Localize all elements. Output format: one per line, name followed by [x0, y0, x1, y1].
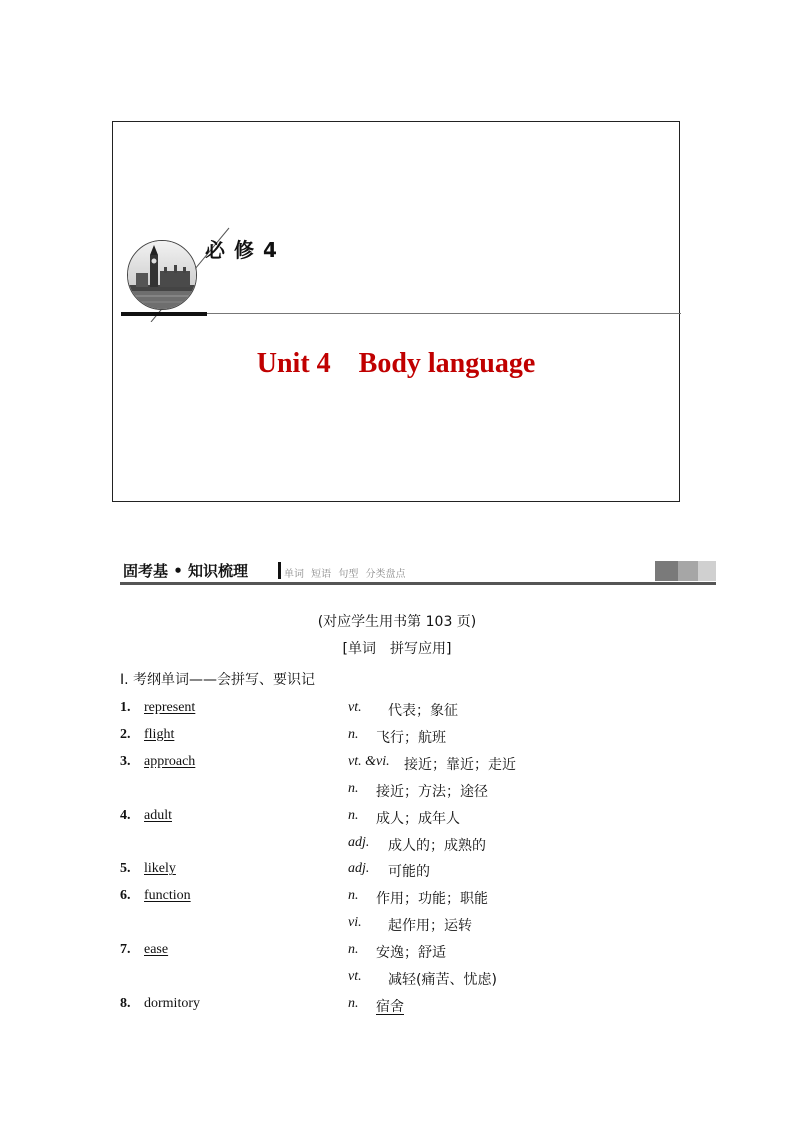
section-title: 固考基 • 知识梳理 — [123, 562, 249, 580]
word-meaning: 起作用；运转 — [388, 918, 472, 935]
word-meaning: 代表；象征 — [388, 703, 458, 719]
big-ben-landmark-image — [127, 240, 197, 310]
part-of-speech: n. — [348, 726, 359, 742]
word-meaning: 接近；方法；途径 — [376, 783, 488, 800]
part-of-speech: n. — [348, 942, 359, 958]
part-of-speech: vi. — [348, 915, 362, 931]
vocab-word: function — [144, 888, 191, 904]
vocab-word: dormitory — [144, 995, 200, 1011]
word-meaning: 飞行；航班 — [376, 729, 446, 746]
vocab-row-extra-sense — [0, 915, 794, 939]
part-of-speech: n. — [348, 888, 359, 904]
word-meaning: 宿舍 — [376, 998, 404, 1015]
vocab-row — [0, 861, 794, 885]
divider-thin — [207, 313, 681, 314]
word-meaning: 成人；成年人 — [376, 810, 460, 827]
vocab-number: 5. — [120, 861, 131, 877]
vocab-word: likely — [144, 861, 176, 877]
vocab-number: 8. — [120, 995, 131, 1011]
word-meaning: 成人的；成熟的 — [388, 837, 486, 854]
part-of-speech: n. — [348, 995, 359, 1011]
vocab-word: ease — [144, 942, 169, 958]
vocab-word: represent — [144, 700, 196, 715]
vocab-number: 4. — [120, 807, 131, 823]
word-meaning: 作用；功能；职能 — [376, 891, 488, 908]
header-accent-block-mid — [678, 561, 698, 581]
vocab-row — [0, 888, 794, 912]
divider-thick — [121, 312, 207, 316]
vocab-row-extra-sense — [0, 969, 794, 993]
vocab-word: adult — [144, 807, 172, 823]
vocab-row — [0, 754, 794, 778]
vocab-number: 3. — [120, 753, 131, 769]
header-accent-block-light — [698, 561, 716, 581]
word-meaning: 减轻(痛苦、忧虑) — [388, 972, 497, 988]
vocab-row — [0, 808, 794, 832]
reference-note: (对应学生用书第 103 页) — [317, 614, 477, 630]
book-name: 必修4 — [205, 238, 286, 262]
vocab-row — [0, 700, 794, 724]
vocab-heading: Ⅰ. 考纲单词——会拼写、要识记 — [120, 672, 316, 688]
part-of-speech: adj. — [348, 834, 370, 850]
vocab-number: 6. — [120, 888, 131, 904]
vocab-row-extra-sense — [0, 835, 794, 859]
section-separator-bar — [278, 562, 281, 579]
part-of-speech: n. — [348, 780, 359, 796]
part-of-speech: n. — [348, 807, 359, 823]
word-meaning: 可能的 — [388, 864, 430, 881]
part-of-speech: vt. — [348, 969, 362, 984]
title-box — [112, 121, 680, 502]
unit-title: Unit 4 Body language — [256, 348, 536, 379]
word-meaning: 安逸；舒适 — [376, 945, 446, 962]
word-meaning: 接近；靠近；走近 — [404, 756, 516, 773]
section-underline — [120, 582, 716, 585]
vocab-row-extra-sense — [0, 781, 794, 805]
section-header — [120, 560, 716, 586]
part-of-speech: adj. — [348, 861, 370, 877]
vocab-row — [0, 996, 794, 1020]
vocab-word: approach — [144, 753, 196, 769]
vocab-number: 1. — [120, 700, 131, 715]
header-accent-block-dark — [655, 561, 678, 581]
vocab-row — [0, 942, 794, 966]
part-of-speech: vt. — [348, 700, 362, 715]
section-tags: 单词 短语 句型 分类盘点 — [284, 569, 406, 580]
subsection-title: [单词 拼写应用] — [342, 641, 452, 657]
vocab-number: 2. — [120, 726, 131, 742]
part-of-speech: vt. &vi. — [348, 753, 390, 769]
vocab-row — [0, 727, 794, 751]
vocab-word: flight — [144, 726, 175, 742]
vocab-number: 7. — [120, 942, 131, 958]
